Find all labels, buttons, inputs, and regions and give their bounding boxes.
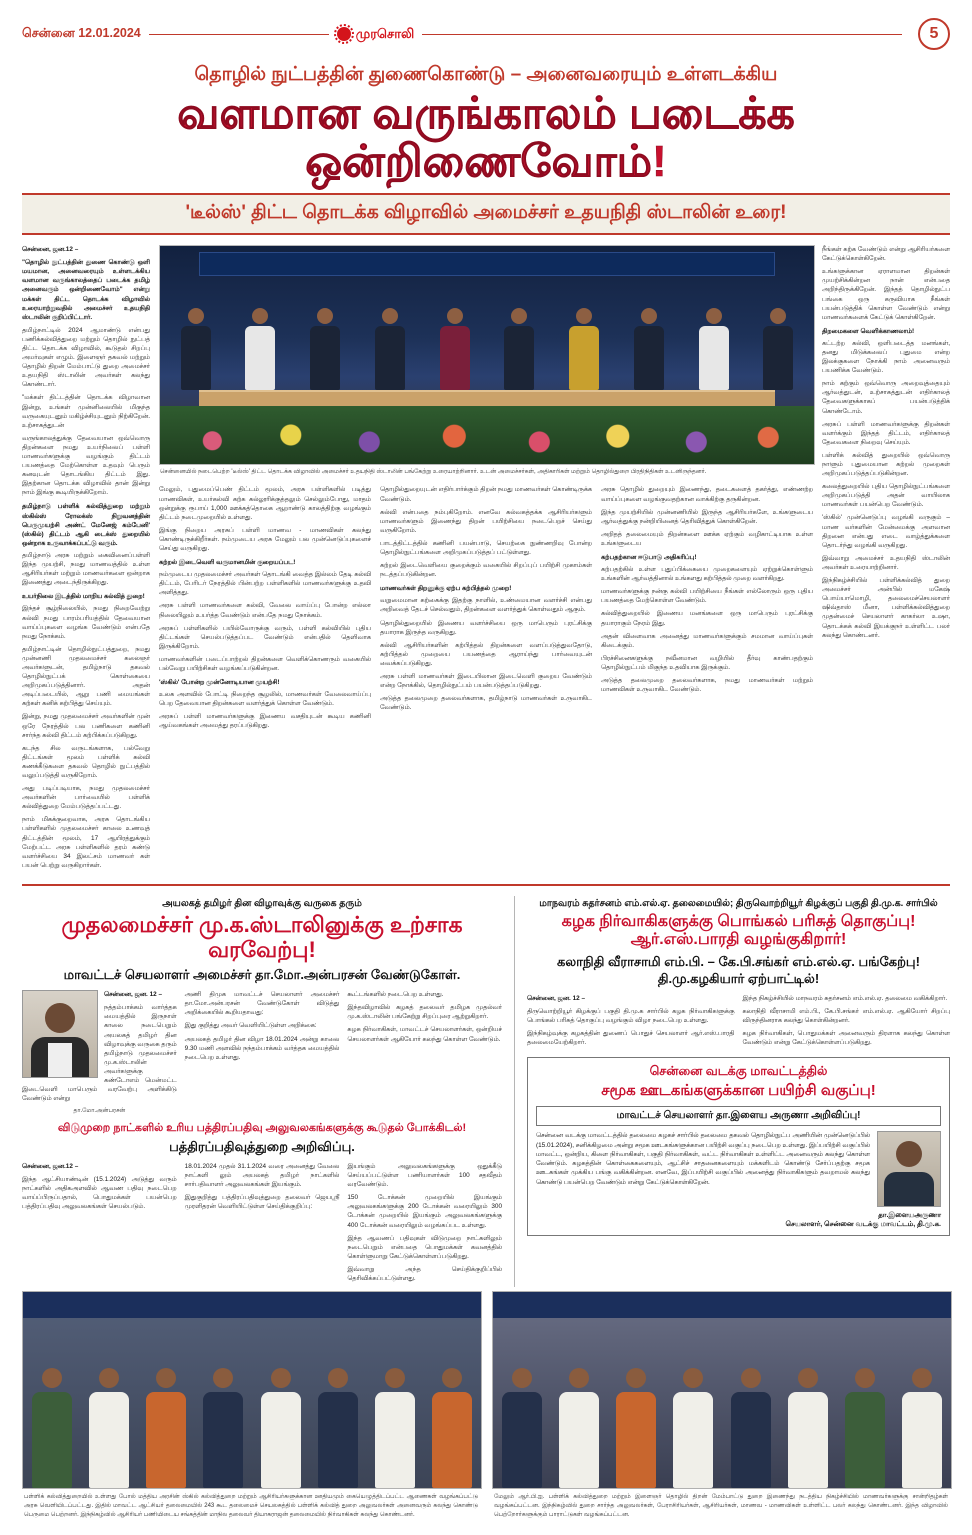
paragraph: வறுமைமான கற்கைக்கு இதற்கு நாளில், உண்மையான வளர்ச்சி என்பது அறிவைத் தேடச் செல்வதும், திறன்களை வளர்த்துக் கொள்வதும் ஆகும். — [380, 597, 592, 614]
paragraph: இந்த முயற்சியில் முன்னணியில் இருந்த ஆசிரியர்களே, உங்களுடைய ஆர்வத்துக்கு நன்றியினைத் தெரிவித்துக் கொள்கிறேன். — [601, 508, 813, 525]
paragraph: கூட்டங்களில் நடைபெற உள்ளது. — [347, 991, 444, 999]
notice-portrait — [877, 1131, 941, 1207]
photo-person — [902, 1368, 943, 1488]
paragraph: அரசு பள்ளி மாணவர்கள் இடையிலான இடைவெளி குறைய வேண்டும் என்ற நோக்கில், தொழில்நுட்பம் பயன்படுத்தப்படுகிறது. — [380, 673, 592, 690]
subheading: கற்றல் இடைவெளி வருமானமின் குறையப்பட! — [159, 559, 296, 567]
paragraph: கற்றல் இடைவெளியை குறைக்கும் வகையில் சிறப்புப் பயிற்சி முகாம்கள் நடத்தப்படுகின்றன. — [380, 562, 592, 579]
paragraph: கல்வித்துறையில் இணைய மனங்களை ஒரு மாபெரும் புரட்சிக்கு தயாராகும் நேரம் இது. — [601, 610, 813, 627]
publication-logo — [337, 26, 415, 43]
photo-person — [31, 1368, 72, 1488]
masthead — [0, 0, 972, 54]
paragraph: பாடத்திட்டத்தில் கணினி பயன்பாடு, செயற்கை நுண்ணறிவு போன்ற தொழில்நுட்பங்களை அறிமுகப்படுத்தப் பட்டுள்ளது. — [380, 539, 592, 556]
mid-left-story — [22, 896, 502, 1287]
paragraph: அதன் விளைவாக அனைத்து மாணவர்களுக்கும் சமமான வாய்ப்புகள் கிடைக்கும். — [601, 632, 813, 649]
paragraph: அயலகத் தமிழர் தின விழா 18.01.2024 அன்று காலை 9.30 மணி அளவில் நந்தம்பாக்கம் வர்த்தக மையத்தில் நடைபெற உள்ளது. — [184, 1035, 340, 1061]
headline-subbar: 'டீல்ஸ்' திட்ட தொடக்க விழாவில் அமைச்சர் உதயநிதி ஸ்டாலின் உரை! — [22, 193, 950, 235]
photo-person — [173, 308, 218, 390]
paragraph: பிரச்சினைகளுக்கு நவீனமான வழியில் தீர்வு காண்பதற்கும் தொழில்நுட்பம் மிகுந்த உதவியாக இருக்கும். — [601, 654, 813, 671]
photo-caption: பள்ளிக் கல்வித்துறையில் உள்ளது போல் மத்திய அரசின் ஸ்கில் கல்வித்துறை மற்றும் ஆசிரியர்களுக்கான ஊதியமும் கையெழுத்திடப்பட்ட ஆணைகள் வழங்கப்பட்டு அரசு வெளியிடப்பட்டது. இதில் மாவட்ட ஆட்சியர் தலைமையில் 243 கூட தலைமைச் செயலகத்தில் பள்ளிக் கல்வித் துறை அலுவலர்கள் அனைவரும் கலந்து கொண்டு பெருமை பெற்றனர். இந்நிகழ்வில் ஆசிரியர் பணியிடைய சங்கத்தின் மாநில தலைவர் தியாகராஜன் தலைமையில் நிர்வாகிகள் கலந்து கொண்டனர். — [24, 1494, 478, 1518]
paragraph: அரசு பள்ளி மாணவர்களை கல்வி, வேலை வாய்ப்பு போன்ற எல்லா நிலையிலும் உயர்த்த வேண்டும் என்பதே நமது நோக்கம். — [159, 602, 371, 619]
paragraph: தமிழ்நாட்டின் தொழில்நுட்பத்துறை, நமது முன்னணி முதலமைச்சர் கலைஞர் அவர்களுடன், தமிழ்நாடு தகவல் தொழில்நுட்பக் கொள்கையை அறிமுகப்படுத்தினார். அதன் அடிப்படையில், ஆறு பணி மையங்கள் கற்கள் கனிக் கற்பித்து செய்யும். — [22, 645, 150, 708]
subheading: 'ஸ்கில்' போன்ற முன்னோடியான முயற்சி! — [159, 679, 280, 687]
mid-left-secondary-columns — [22, 1162, 502, 1287]
photo-person — [238, 308, 283, 390]
paragraph: நீங்கள் கற்க வேண்டும் என்று ஆசிரியர்களை கேட்டுக்கொள்கிறேன். — [822, 246, 950, 263]
paragraph: கலாநிதி வீராசாமி எம்.பி., கே.பி.சங்கர் எம்.எல்.ஏ. ஆகியோர் சிறப்பு விருந்தினராக கலந்து கொள்கின்றனர். — [742, 1007, 950, 1024]
photo-person — [616, 1368, 657, 1488]
secondary-column-1 — [22, 1162, 177, 1287]
paragraph: மேலும், புதுமைப்பெண் திட்டம் மூலம், அரசு பள்ளிகளில் படித்து மாணவிகள், உயர்கல்வி கற்க கல்லூரிக்குத்தலும் செல்லும்போது, மாதம் ஒன்றுக்கு ரூபாய் 1,000 ஊக்கத்தொகை ஆறாண்டு காலத்திற்கு வழங்கும் திட்டம் நடைமுறையில் உள்ளது. — [159, 486, 371, 521]
paragraph: இந்தவிழாவில் கழகத் தலைவர் தமிழக முதல்வர் மு.க.ஸ்டாலின் பங்கேற்று சிறப்புரை ஆற்றுகிறார். — [347, 1004, 503, 1021]
photo-caption: சென்னையில் நடைபெற்ற 'டீல்ஸ்' திட்ட தொடக்க விழாவில் அமைச்சர் உதயநிதி ஸ்டாலின் பங்கேற்று உரையாற்றினார். உடன் அமைச்சர்கள், அதிகாரிகள் மற்றும் தொழில்துறை பிரதிநிதிகள் உடனிருந்தனர். — [160, 469, 707, 476]
photo-person — [561, 308, 606, 390]
mid-right-column-2 — [743, 994, 951, 1051]
paragraph: சென்னை, ஜன. 12 – — [527, 994, 586, 1002]
paragraph: கட்டற்ற கல்வி, ஒளிபடைத்த மனங்கள், தனது மிடுக்கலைப் புதுமை என்ற இலக்குகளை நோக்கி நாம் அனைவரும் பயணிக்க வேண்டும். — [822, 339, 950, 375]
paragraph: உலக அளவில் போட்டி நிறைந்த சூழலில், மாணவர்கள் வேலைவாய்ப்பு பெற தேவையான திறன்களை வளர்த்துக் கொள்ள வேண்டும். — [159, 691, 371, 708]
mid-right-column-1 — [527, 994, 735, 1051]
paragraph: தொழில்துறையில் இணைய வளர்ச்சியை ஒரு மாபெரும் புரட்சிக்கு தயாராக இருந்த வருகிறது. — [380, 619, 592, 636]
paragraph: 18.01.2024 முதல் 31.1.2024 வரை அனைத்து வேலை நாட்களி லும் அயலகத் தமிழர் நாட்களில் சார்பதிவாளர் அலுவலகங்கள் இயங்கும். — [184, 1163, 340, 1189]
photo-image — [492, 1291, 952, 1489]
bottom-photo-section — [0, 1287, 972, 1535]
paragraph: தொழில்துறையுடன் எதிர்பார்க்கும் திறன் நமது மாணவர்கள் கொண்டிருக்க வேண்டும். — [380, 486, 592, 503]
story-eyebrow: மாநவரம் சுதர்சனம் எம்.எல்.ஏ. தலைமையில்; திருவொற்றியூர் கிழக்குப் பகுதி தி.மு.க. சார்பில் — [539, 897, 938, 909]
headline-kicker: தொழில் நுட்பத்தின் துணைகொண்டு – அனைவரையும் உள்ளடக்கிய — [194, 64, 778, 85]
photo-people-row — [173, 298, 801, 390]
paragraph: 'ஸ்கில்' முன்னெடுப்பு வழங்கி வருகும் – மாண வர்களின் மேன்மைக்கு அளவான திறனை என்பது எடை வாழ்த்துக்களை தொடர்ந்து வழங்கி வருகிறது. — [822, 514, 950, 549]
paragraph: கழக நிர்வாகிகள், மாவட்டச் செயலாளர்கள், ஒன்றியச் செயலாளர்கள் ஆகியோர் கலந்து கொள்ள வேண்டும். — [347, 1026, 503, 1043]
paragraph: தமிழ்நாடு அரசு மற்றும் கைவினைப்பள்ளி இந்த முயற்சி, நமது மாணவத்தில் உள்ள ஆசிரியர்கள் மற்றும் மாணவர்களை ஒன்றாக இணைத்து அடைந்திருக்கிறது. — [22, 551, 150, 587]
photo-person — [432, 308, 477, 390]
photo-caption: மேலும் ஆர்.பி.ஐ. பள்ளிக் கல்வித்துறை மற்றும் இளைஞர் தொழில் திறன் மேம்பாட்டு துறை இணைந்து நடத்திய நிகழ்ச்சியில் மாணவர்களுக்கு சான்றிதழ்கள் வழங்கப்பட்டன. இந்நிகழ்வில் துறை சார்ந்த அலுவலர்கள், பேராசிரியர்கள், ஆசிரியர்கள், மாணவ - மாணவிகள் உள்ளிட்ட பலர் கலந்து கொண்டனர். இந்த விழாவில் பெற்றோர்களுக்கும் பாராட்டுகள் வழங்கப்பட்டன. — [494, 1494, 948, 1518]
secondary-story-headline: விடுமுறை நாட்களில் உரிய பத்திரப்பதிவு அலுவலகங்களுக்கு கூடுதல் போக்கிடல்! — [57, 1121, 467, 1134]
paragraph: "தொழில் நுட்பத்தின் துணை கொண்டு ஒளி மயமான, அனைவரையும் உள்ளடக்கிய வளமான வருங்காலத்தைப் படைக்க தமிழ் அனைவரும் ஒன்றிணைவோம்" என்று மக்கள் திட்ட தொடக்க விழாவில் உரையாற்றுவதில் அமைச்சர் உதயநிதி ஸ்டாலின் குறிப்பிட்டார். — [22, 259, 150, 321]
photo-person — [673, 1368, 714, 1488]
masthead-rule-left — [149, 34, 329, 35]
masthead-rule-right — [422, 34, 902, 35]
paragraph: சென்னை, ஜன.12 – — [22, 1163, 79, 1171]
article-center-block — [159, 245, 813, 874]
flower-decoration — [160, 406, 814, 464]
paragraph: அடுத்த தலைமுறை தலைவர்களாக, நமது மாணவர்கள் மற்றும் மாணவிகள் உருவாகிட வேண்டும். — [601, 677, 813, 694]
column-divider — [514, 896, 515, 1287]
paragraph: இவ்வாறு அந்த செய்திக்குறிப்பில் தெரிவிக்கப்பட்டுள்ளது. — [347, 1265, 503, 1283]
photo-person — [787, 1368, 828, 1488]
paragraph: இன்று, நமது முதலமைச்சர் அவர்களின் முன் ஒரே நேரத்தில் பல பணிகளை கணினி சார்ந்த கல்வி திட்டம் கற்பிக்கப்படுகிறது. — [22, 713, 150, 739]
photo-person — [626, 308, 671, 390]
notice-subheadline: மாவட்டச் செயலாளர் தா.இளைய அருணா அறிவிப்பு! — [536, 1106, 941, 1126]
story-subheadline: மாவட்டச் செயலாளர் அமைச்சர் தா.மோ.அன்பரசன் வேண்டுகோள். — [63, 967, 461, 983]
article-column-5 — [822, 245, 950, 874]
publication-name: முரசொலி — [355, 25, 415, 41]
story-subheadline: கலாநிதி வீராசாமி எம்.பி. – கே.பி.சங்கர் எம்.எல்.ஏ. பங்கேற்பு! தி.மு.கழகியார் ஏற்பாட்டில்! — [557, 953, 920, 986]
paragraph: அரசுப் பள்ளி மாணவர்களுக்கு இணைய வசதியுடன் கூடிய கணினி ஆய்வகங்கள் அமைத்து தரப்படுகிறது. — [159, 713, 371, 730]
story-eyebrow: அயலகத் தமிழர் தின விழாவுக்கு வருகை தரும் — [162, 897, 362, 909]
paragraph: இதுகுறித்து பத்திரப்பதிவுத்துறை தலைவர் ஜெயஸ்ரீ முரளிதரன் வெளியிட்டுள்ள செய்திக்குறிப்பு: — [184, 1194, 340, 1211]
article-column-1 — [22, 245, 150, 874]
paragraph: "மக்கள் திட்டத்தின் தொடக்க விழாவான இன்று, உங்கள் முன்னிலையில் மிகுந்த வருகையுடனும் மகிழ்ச்சியுடனும் நிற்கிறேன். உற்சாகத்துடன் — [22, 394, 150, 429]
subheading: தமிழ்நாடு பள்ளிக் கல்வித்துறை மற்றும் ஸ்கில்ஸ் ரோலக்ஸ் நிறுவனத்தின் பெருமுயற்சி அண்ட் மேனேஜ் கம்பேனி' (ஸ்கில்) திட்டம் ஆகி டைக்ஸ் துறையில் ஒன்றாக உருவாக்கப்பட்டு வரும். — [22, 503, 150, 547]
paragraph: அடுத்த தலைமுறை தலைவர்களாக, தமிழ்நாடு மாணவர்கள் உருவாகிட வேண்டும். — [380, 695, 592, 712]
photo-person — [497, 308, 542, 390]
mid-right-columns — [527, 994, 950, 1051]
article-center-columns — [159, 485, 813, 734]
paragraph: திருவொற்றியூர் கிழக்குப் பகுதி தி.மு.க சார்பில் கழக நிர்வாகிகளுக்கு பொங்கல் பரிசுத் தொகுப்பு வழங்கும் விழா நடைபெற உள்ளது. — [527, 1007, 735, 1024]
signature-title: செயலாளர், சென்னை வடக்கு மாவட்டம், தி.மு.க. — [785, 1221, 941, 1229]
photo-people-row — [23, 1338, 481, 1488]
mid-left-column-3 — [347, 990, 502, 1116]
portrait-photo — [22, 990, 98, 1078]
photo-backdrop — [493, 1292, 951, 1318]
masthead-date: சென்னை 12.01.2024 — [22, 26, 141, 40]
paragraph: இந்தச் சூழ்நிலையில், நமது நிறைவேற்று கல்வி நமது பாரம்பரியத்தில் தேவையான வாய்ப்புகளை வழங்க வேண்டும் என்பதே நமது நோக்கம். — [22, 605, 150, 640]
paragraph: உங்களுக்கான ஏராளமான திறன்கள் முயற்சிக்கின்றன நான் என்பதை அறிந்திருக்கிறேன். இந்தத் தொழில்நுட்ப பங்கை ஒரு கருவியாக நீங்கள் பயன்படுத்திக் கொள்ள வேண்டும் என்று மாணவர்களைக் கேட்டுக் கொள்கிறேன். — [822, 268, 950, 321]
sun-icon — [337, 27, 351, 41]
paragraph: இங்கு நிறைய அரசுப் பள்ளி மாணவ - மாணவிகள் கலந்து கொண்டிருக்கிறீர்கள். நம்முடைய அரசு மேலும் பல முன்னெடுப்புகளைச் செய்து வருகிறது. — [159, 526, 371, 552]
paragraph: இந்த ஆவணப் பதிவுகள் விடுமுறை நாட்களிலும் நடைபெறும் என்பதை பொதுமக்கள் கவனத்தில் கொள்ளுமாறு கேட்டுக்கொள்ளப்படுகிறது. — [347, 1234, 503, 1260]
photo-person — [203, 1368, 244, 1488]
event-photo — [159, 245, 815, 465]
subheading: கற்பதற்கான ஈடுபாடு அதிகரிப்பு! — [601, 553, 697, 561]
mid-section — [0, 896, 972, 1287]
photo-person — [432, 1368, 473, 1488]
signature-name: தா.இளையஅருணா — [878, 1212, 941, 1220]
page-title: வளமான வருங்காலம் படைக்க ஒன்றிணைவோம்! — [177, 89, 795, 186]
photo-person — [260, 1368, 301, 1488]
secondary-story-subheadline: பத்திரப்பதிவுத்துறை அறிவிப்பு. — [169, 1139, 355, 1155]
paragraph: கடந்த சில வருடங்களாக, பல்வேறு திட்டங்கள் மூலம் பள்ளிக் கல்வி கணக்கீடுகளை தகவல் தொழில் நுட்பத்தில் வலுப்படுத்தி வருகிறோம். — [22, 744, 150, 779]
paragraph: மாணவர்களின் படைப்பாற்றல் திறன்களை வெளிக்கொணரும் வகையில் பல்வேறு பயிற்சிகள் வழங்கப்படுகின்றன. — [159, 655, 371, 673]
paragraph: அரசுப் பள்ளி மாணவர்களுக்கு திறன்கள் வளர்க்கும் இந்தத் திட்டம், எதிர்காலத் தேவைகளை நிறைவு செய்யும். — [822, 420, 950, 446]
paragraph: கல்வி என்பதை நம்புகிறோம். எனவே கல்வகத்தக்க ஆசிரியர்களும் மாணவர்களும் இணைந்து திறன் பயிற்சியை நடைபெறச் செய்து வருகிறோம். — [380, 508, 592, 534]
paragraph: கற்பதற்கில் உள்ள புதுப்பிக்கையை முறைகளையும் ஏற்றுக்கொள்ளும் உங்களின் ஆர்வத்தினால் உங்களது கற்பித்தல் முறை வளர்கிறது. — [601, 566, 813, 583]
mid-left-column-1 — [22, 990, 177, 1116]
mid-left-columns — [22, 990, 502, 1116]
subheading: மாணவர்கள் திறனுக்கு ஏற்ப கற்பித்தல் முறை! — [380, 585, 512, 593]
photo-person — [558, 1368, 599, 1488]
photo-person — [730, 1368, 771, 1488]
paragraph: இந்த நிகழ்ச்சியில் மாநவரம் சுதர்சனம் எம்.எல்.ஏ. தலைமை வகிக்கிறார். — [742, 994, 948, 1002]
stage-banner — [199, 252, 775, 276]
paragraph: மாணவர்களுக்கு நன்கு கல்வி பயிற்சியை நீங்கள் எல்லோரும் ஒரு புதிய பயணத்தை மேற்கொள்ள வேண்டும். — [601, 588, 813, 605]
paragraph: நாம் கற்கும் ஒவ்வொரு அறைவுத்தையும் ஆர்வத்துடன், உற்சாகத்துடன் எதிர்காலத் தேவைகளுக்காகப் பயன்படுத்திக் கொண்டோம். — [822, 380, 950, 415]
paragraph: இந்நிகழ்ச்சியில் பள்ளிக்கல்வித் துறை அமைச்சர் அன்பில் மகேஷ் பொய்யாமொழி, தலைமைச்செயலாளர் ஷிவ்தாஸ் மீனா, பள்ளிக்கல்வித்துறை முதன்மைச் செயலாளர் காகர்லா உஷா, தொடக்கக் கல்வி இயக்குநர் உள்ளிட்ட பலர் கலந்து கொண்டனர். — [822, 577, 950, 639]
photo-person — [88, 1368, 129, 1488]
notice-eyebrow: சென்னை வடக்கு மாவட்டத்தில் — [649, 1064, 828, 1079]
photo-person — [501, 1368, 542, 1488]
photo-backdrop — [23, 1292, 481, 1318]
paragraph: வருங்காலத்துக்கு தேவையான ஒவ்வொரு திறன்களை நமது உயர்நிலைப் பள்ளி மாணவர்களுக்கு வழங்கும் திட்டம் பயணத்தை மேற்கொள்ள உதவும் பெரும் கனவுடன் தொடங்கிய திட்டம் இது. இதற்கான தொடக்க விழாவில் தான் இன்று நாம் இங்கு கூடியிருக்கிறோம். — [22, 434, 150, 497]
photo-people-row — [493, 1338, 951, 1488]
photo-person — [367, 308, 412, 390]
paragraph: கலைத்துறையில் புதிய தொழில்நுட்பங்களை அறிமுகப்படுத்தி அதன் வாயிலாக மாணவர்கள் பயன்பெற வேண்டும். — [822, 483, 950, 509]
paragraph: கழக நிர்வாகிகள், பொதுமக்கள் அனைவரும் திரளாக கலந்து கொள்ள வேண்டும் என்று கேட்டுக்கொள்ளப்படுகிறது. — [742, 1030, 950, 1047]
article-column-4 — [601, 485, 813, 734]
paragraph: அணி திமுக மாவட்டச் செயலாளர் அமைச்சர் தா.மோ.அன்பரசன் வேண்டுகோள் விடுத்து அறிக்கையில் கூறியதாவது: — [184, 991, 340, 1017]
paragraph: இந்நிகழ்வுக்கு கழகத்தின் துணைப் பொதுச் செயலாளர் ஆர்.எஸ்.பாரதி தலைமையேற்கிறார். — [527, 1030, 735, 1047]
photo-person — [691, 308, 736, 390]
notice-body: சென்னை வடக்கு மாவட்டத்தில் தலைமை கழகச் சார்பில் தலைமை தகவல் தொழில்நுட்ப அணியின் முன்னெடுப்பில் (15.01.2024), சனிக்கிழமை அன்று சமூக ஊடகங்களுக்கான பயிற்சி வகுப்பு நடைபெற உள்ளது. இப்பயிற்சி வகுப்பில் மாவட்ட, ஒன்றிய, கிளை நிர்வாகிகள், பகுதி நிர்வாகிகள், வட்ட நிர்வாகிகள் உள்ளிட்ட அனைவரும் கலந்து கொள்ள வேண்டும். கழகத்தின் கொள்கைகளையும், ஆட்சிச் சாதனைகளையும் மக்களிடம் கொண்டு சேர்ப்பதற்கு சமூக ஊடகங்கள் முக்கிய பங்கு வகிக்கின்றன. எனவே, இப்பயிற்சி வகுப்பில் அனைத்து நிர்வாகிகளும் தவறாமல் கலந்து கொண்டு பயன்பெற வேண்டும் என்று கேட்டுக்கொள்கிறேன். — [536, 1132, 871, 1186]
story-headline: கழக நிர்வாகிகளுக்கு பொங்கல் பரிசுத் தொகுப்பு! ஆர்.எஸ்.பாரதி வழங்குகிறார்! — [561, 912, 916, 948]
secondary-column-3 — [347, 1162, 502, 1287]
paragraph: நத்தம்பாக்கம் வார்த்தக மையத்தில் இருநாள் காலை நடைபெறும் அயலகத் தமிழர் தின விழாவுக்கு வருகை தரும் தமிழ்நாடு முதலமைச்சர் மு.க.ஸ்டாலின் அவர்களுக்கு கண்டோஎம் மென்மட்ட இடைவெளி மாபெரும் வரவேற்பு அளிக்கிடு வேண்டும் என்று — [22, 1004, 177, 1103]
paragraph: பள்ளிக் கல்வித் துறையில் ஒவ்வொரு நாளும் புதுமையான கற்றல் முறைகள் அறிமுகப்படுத்தப்படுகின்றன. — [822, 451, 950, 478]
notice-headline: சமூக ஊடகங்களுக்கான பயிற்சி வகுப்பு! — [601, 1082, 876, 1100]
paragraph: இயங்கும் அலுவலகங்களுக்கு ஒதுக்கீடு செய்யப்பட்டுள்ள பணியாளர்கள் 100 சதவீதம் வரவேண்டும். — [347, 1163, 503, 1189]
subheading: உயர்நிலை இடத்தில் மாறிய கல்வித் துறை! — [22, 593, 145, 601]
paragraph: அரசுப் பள்ளிகளில் பயில்வோருக்கு வரும், பள்ளி கல்வியில் புதிய திட்டங்கள் செயல்படுத்தப்பட வேண்டும் என்பதில் தெளிவாக இருக்கிறோம். — [159, 624, 371, 650]
photo-person — [303, 308, 348, 390]
lead-article — [0, 245, 972, 874]
notice-box — [527, 1057, 950, 1236]
photo-image — [22, 1291, 482, 1489]
paragraph: அரசு தொழில் துறையும் இணைந்து, தடைகளைத் தகர்த்து, எண்ணற்ற வாய்ப்புகளை வழங்குவதற்கான வாக்கிற்கு தருகின்றன. — [601, 486, 813, 503]
article-column-2 — [159, 485, 371, 734]
portrait-caption: தா.மோ.அன்பரசன் — [73, 1108, 126, 1115]
photo-person — [845, 1368, 886, 1488]
photo-person — [375, 1368, 416, 1488]
notice-body-row — [536, 1131, 941, 1207]
photo-person — [317, 1368, 358, 1488]
notice-signature — [536, 1211, 941, 1229]
bottom-photo-right — [492, 1291, 950, 1519]
section-divider — [22, 884, 950, 886]
paragraph: சென்னை, ஜன.12 – — [22, 246, 79, 254]
subheading: திறமைகளை வெளிக்காணலாம்! — [822, 327, 915, 335]
secondary-column-2 — [185, 1162, 340, 1287]
paragraph: இவ்வாறு அமைச்சர் உதயநிதி ஸ்டாலின் அவர்கள் உரையாற்றினார். — [822, 554, 950, 571]
paragraph: தமிழ்நாட்டில் 2024 ஆமாண்டு என்பது பணிக்கல்வித்துறை மற்றும் தொழில் நுட்பத் திட்ட தொடக்க விழாவில், கூடுதல் சிறப்பு அமர்வுகள் எழும். இளைஞர் தகவல் மற்றும் தொழில் திறன் மேம்பாட்டு துறை அமைச்சர் உதயநிதி ஸ்டாலின் அவர்கள் கலந்து கொண்டார். — [22, 326, 150, 389]
photo-person — [146, 1368, 187, 1488]
paragraph: 150 டோக்கன் முறையில் இயங்கும் அலுவலகங்களுக்கு 200 டோக்கன் வரையிலும் 300 டோக்கன் முறையில் இயங்கும் அலுவலகங்களுக்கு 400 டோக்கன் வரையிலும் வழங்கப்பட உள்ளது. — [347, 1194, 503, 1229]
paragraph: இந்த ஆட்சியாண்டின் (15.1.2024) அடுத்து வரும் நாட்களில் அதிகஅளவில் ஆவண பதிவு நடைபெற வாய்ப்பிருப்பதால், பொதுமக்கள் பயன்பெற பத்திரப்பதிவு அலுவலகங்கள் செயல்படும். — [22, 1176, 177, 1211]
paragraph: இது குறித்து அவர் வெளியிட்டுள்ள அறிக்கை: — [184, 1022, 317, 1030]
mid-left-column-2 — [185, 990, 340, 1116]
paragraph: நம்முடைய முதலமைச்சர் அவர்கள் தொடங்கி வைத்த இல்லம் தேடி கல்வி திட்டம், பேரிடர் நேரத்தில் பின்பற்ற பள்ளிகளில் மாணவர்களுக்கு உதவி அளித்தது. — [159, 571, 371, 597]
paragraph: சென்னை, ஜன. 12 – — [104, 991, 163, 999]
paragraph: கல்வி ஆசிரியர்களின் கற்பித்தல் திறன்களை வளப்படுத்துவதோடு, கற்பித்தல் முறையை பயணத்தை ஆராய்ந்து பார்வையுடன் வைக்கப்படுகிறது. — [380, 641, 592, 667]
photo-person — [756, 308, 801, 390]
story-headline: முதலமைச்சர் மு.க.ஸ்டாலினுக்கு உற்சாக வரவேற்பு! — [61, 911, 463, 962]
paragraph: அறிதத் தலைமையும் திறன்களை ஊக்க ஏற்கும் வழிகாட்டியாக உள்ள உங்களுடைய — [601, 530, 813, 547]
article-column-3 — [380, 485, 592, 734]
paragraph: அது படிப்படியாக, நமது முதலமைச்சர் அவர்களின் பார்வையில் பள்ளிக் கல்வித்துறை மேம்படுத்தப்பட்டது. — [22, 785, 150, 811]
page-number: 5 — [918, 18, 950, 50]
paragraph: நாம் மிகக்குறைவாக, அரசு தொடங்கிய பள்ளிகளில் முதலமைச்சர் காலை உணவுத் திட்டத்தின் மூலம், 17 ஆயிரத்துக்கும் மேற்பட்ட அரசு பள்ளிகளில் தரம் கண்டு வளர்ச்சியை 34 இலட்சம் மாணவர் கள் பயன் பெற்று வருகிறார்கள். — [22, 816, 150, 869]
bottom-photo-left — [22, 1291, 480, 1519]
mid-right-story — [527, 896, 950, 1287]
